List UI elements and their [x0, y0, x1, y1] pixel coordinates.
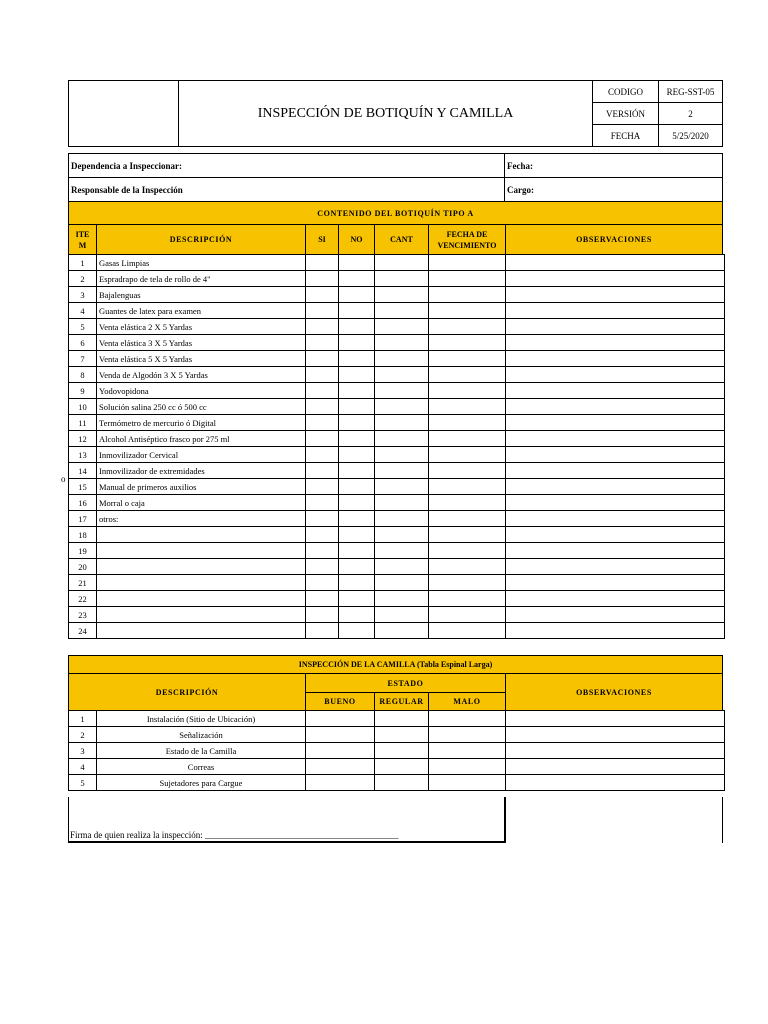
botiquin-row — [69, 335, 725, 351]
camilla-row — [69, 727, 725, 743]
no-cell[interactable] — [339, 591, 375, 607]
si-cell[interactable] — [306, 511, 339, 527]
item-number: 24 — [69, 623, 97, 639]
item-number: 16 — [69, 495, 97, 511]
item-description — [97, 623, 306, 639]
codigo-label: CODIGO — [592, 80, 659, 103]
logo-cell — [68, 80, 179, 147]
item-number: 4 — [69, 303, 97, 319]
fecha-vencimiento-cell[interactable] — [429, 351, 506, 367]
si-cell[interactable] — [306, 495, 339, 511]
camilla-col-descripcion-header: DESCRIPCIÓN — [68, 673, 306, 711]
cant-cell[interactable] — [375, 399, 429, 415]
regular-cell[interactable] — [375, 727, 429, 743]
no-cell[interactable] — [339, 367, 375, 383]
botiquin-row — [69, 351, 725, 367]
item-description: Gasas Limpias — [97, 255, 306, 271]
regular-cell[interactable] — [375, 711, 429, 727]
camilla-item-number: 4 — [69, 759, 97, 775]
observaciones-cell[interactable] — [506, 303, 725, 319]
observaciones-cell[interactable] — [506, 447, 725, 463]
si-cell[interactable] — [306, 623, 339, 639]
fecha-vencimiento-cell[interactable] — [429, 607, 506, 623]
malo-cell[interactable] — [429, 727, 506, 743]
cant-cell[interactable] — [375, 447, 429, 463]
no-cell[interactable] — [339, 511, 375, 527]
botiquin-table — [68, 254, 725, 639]
fecha-vencimiento-cell[interactable] — [429, 623, 506, 639]
botiquin-row — [69, 623, 725, 639]
form-title: INSPECCIÓN DE BOTIQUÍN Y CAMILLA — [178, 80, 593, 147]
si-cell[interactable] — [306, 447, 339, 463]
botiquin-row — [69, 303, 725, 319]
cant-cell[interactable] — [375, 591, 429, 607]
botiquin-row — [69, 527, 725, 543]
no-cell[interactable] — [339, 575, 375, 591]
item-description: Inmovilizador de extremidades — [97, 463, 306, 479]
cant-cell[interactable] — [375, 575, 429, 591]
botiquin-section-title: CONTENIDO DEL BOTIQUÍN TIPO A — [68, 201, 723, 225]
no-cell[interactable] — [339, 303, 375, 319]
camilla-item-description: Instalación (Sitio de Ubicación) — [97, 711, 306, 727]
botiquin-row — [69, 479, 725, 495]
item-number: 12 — [69, 431, 97, 447]
si-cell[interactable] — [306, 479, 339, 495]
no-cell[interactable] — [339, 271, 375, 287]
item-number: 13 — [69, 447, 97, 463]
camilla-observaciones-cell[interactable] — [506, 743, 725, 759]
camilla-item-number: 5 — [69, 775, 97, 791]
fecha-vencimiento-cell[interactable] — [429, 255, 506, 271]
item-number: 22 — [69, 591, 97, 607]
camilla-item-number: 3 — [69, 743, 97, 759]
camilla-row — [69, 711, 725, 727]
botiquin-row — [69, 367, 725, 383]
observaciones-cell[interactable] — [506, 271, 725, 287]
item-description: Venda de Algodón 3 X 5 Yardas — [97, 367, 306, 383]
col-item-header: ITE M — [68, 224, 97, 255]
item-number: 21 — [69, 575, 97, 591]
item-description: Bajalenguas — [97, 287, 306, 303]
malo-cell[interactable] — [429, 711, 506, 727]
col-no-header: NO — [338, 224, 375, 255]
camilla-item-description: Correas — [97, 759, 306, 775]
camilla-item-number: 1 — [69, 711, 97, 727]
item-description: Guantes de latex para examen — [97, 303, 306, 319]
fecha-field[interactable]: Fecha: — [504, 153, 723, 178]
fecha-vencimiento-cell[interactable] — [429, 287, 506, 303]
responsable-field[interactable]: Responsable de la Inspección — [68, 177, 505, 202]
camilla-row — [69, 775, 725, 791]
no-cell[interactable] — [339, 479, 375, 495]
bueno-cell[interactable] — [306, 743, 375, 759]
observaciones-cell[interactable] — [506, 527, 725, 543]
item-description: Yodovopidona — [97, 383, 306, 399]
no-cell[interactable] — [339, 415, 375, 431]
botiquin-row — [69, 415, 725, 431]
camilla-col-observaciones-header: OBSERVACIONES — [505, 673, 723, 711]
item-description: Morral o caja — [97, 495, 306, 511]
botiquin-row — [69, 319, 725, 335]
item-description: Inmovilizador Cervical — [97, 447, 306, 463]
observaciones-cell[interactable] — [506, 479, 725, 495]
observaciones-cell[interactable] — [506, 415, 725, 431]
observaciones-cell[interactable] — [506, 511, 725, 527]
cant-cell[interactable] — [375, 527, 429, 543]
camilla-col-malo-header: MALO — [428, 692, 506, 711]
bueno-cell[interactable] — [306, 775, 375, 791]
col-fecha-header: FECHA DE VENCIMIENTO — [428, 224, 506, 255]
botiquin-row — [69, 511, 725, 527]
col-descripcion-header: DESCRIPCIÓN — [96, 224, 306, 255]
no-cell[interactable] — [339, 399, 375, 415]
no-cell[interactable] — [339, 255, 375, 271]
no-cell[interactable] — [339, 351, 375, 367]
item-number: 19 — [69, 543, 97, 559]
cant-cell[interactable] — [375, 463, 429, 479]
no-cell[interactable] — [339, 607, 375, 623]
si-cell[interactable] — [306, 351, 339, 367]
item-description: Venta elástica 5 X 5 Yardas — [97, 351, 306, 367]
observaciones-cell[interactable] — [506, 351, 725, 367]
regular-cell[interactable] — [375, 759, 429, 775]
no-cell[interactable] — [339, 287, 375, 303]
fecha-vencimiento-cell[interactable] — [429, 479, 506, 495]
item-description: Solución salina 250 cc ó 500 cc — [97, 399, 306, 415]
observaciones-cell[interactable] — [506, 287, 725, 303]
fecha-vencimiento-cell[interactable] — [429, 543, 506, 559]
botiquin-row — [69, 543, 725, 559]
si-cell[interactable] — [306, 591, 339, 607]
observaciones-cell[interactable] — [506, 495, 725, 511]
cant-cell[interactable] — [375, 303, 429, 319]
cant-cell[interactable] — [375, 335, 429, 351]
fecha-vencimiento-cell[interactable] — [429, 367, 506, 383]
si-cell[interactable] — [306, 415, 339, 431]
botiquin-row — [69, 559, 725, 575]
observaciones-cell[interactable] — [506, 319, 725, 335]
item-number: 10 — [69, 399, 97, 415]
si-cell[interactable] — [306, 335, 339, 351]
regular-cell[interactable] — [375, 743, 429, 759]
camilla-item-description: Sujetadores para Cargue — [97, 775, 306, 791]
cant-cell[interactable] — [375, 367, 429, 383]
si-cell[interactable] — [306, 303, 339, 319]
right-border-line — [722, 797, 723, 843]
camilla-col-bueno-header: BUENO — [305, 692, 375, 711]
fecha-vencimiento-cell[interactable] — [429, 559, 506, 575]
malo-cell[interactable] — [429, 743, 506, 759]
item-description — [97, 591, 306, 607]
no-cell[interactable] — [339, 623, 375, 639]
camilla-row — [69, 743, 725, 759]
item-number: 11 — [69, 415, 97, 431]
botiquin-row — [69, 591, 725, 607]
botiquin-row — [69, 399, 725, 415]
no-cell[interactable] — [339, 543, 375, 559]
fecha-vencimiento-cell[interactable] — [429, 591, 506, 607]
no-cell[interactable] — [339, 319, 375, 335]
camilla-col-estado-header: ESTADO — [305, 673, 506, 693]
si-cell[interactable] — [306, 527, 339, 543]
item-number: 5 — [69, 319, 97, 335]
fecha-vencimiento-cell[interactable] — [429, 527, 506, 543]
observaciones-cell[interactable] — [506, 383, 725, 399]
camilla-item-description: Estado de la Camilla — [97, 743, 306, 759]
margin-mark: o — [61, 474, 66, 484]
si-cell[interactable] — [306, 255, 339, 271]
botiquin-row — [69, 447, 725, 463]
cant-cell[interactable] — [375, 319, 429, 335]
botiquin-row — [69, 495, 725, 511]
item-description — [97, 543, 306, 559]
camilla-item-description: Señalización — [97, 727, 306, 743]
item-number: 1 — [69, 255, 97, 271]
cant-cell[interactable] — [375, 383, 429, 399]
si-cell[interactable] — [306, 543, 339, 559]
botiquin-row — [69, 607, 725, 623]
item-description — [97, 527, 306, 543]
signature-line[interactable]: Firma de quien realiza la inspección: ___________________________________________ — [70, 830, 399, 840]
no-cell[interactable] — [339, 335, 375, 351]
cant-cell[interactable] — [375, 287, 429, 303]
observaciones-cell[interactable] — [506, 463, 725, 479]
col-si-header: SI — [305, 224, 339, 255]
item-description — [97, 575, 306, 591]
cant-cell[interactable] — [375, 559, 429, 575]
fecha-vencimiento-cell[interactable] — [429, 383, 506, 399]
no-cell[interactable] — [339, 463, 375, 479]
si-cell[interactable] — [306, 271, 339, 287]
item-description: Alcohol Antiséptico frasco por 275 ml — [97, 431, 306, 447]
si-cell[interactable] — [306, 287, 339, 303]
observaciones-cell[interactable] — [506, 335, 725, 351]
fecha-vencimiento-cell[interactable] — [429, 463, 506, 479]
botiquin-row — [69, 383, 725, 399]
bueno-cell[interactable] — [306, 711, 375, 727]
si-cell[interactable] — [306, 559, 339, 575]
cant-cell[interactable] — [375, 607, 429, 623]
camilla-item-number: 2 — [69, 727, 97, 743]
fecha-vencimiento-cell[interactable] — [429, 431, 506, 447]
fecha-vencimiento-cell[interactable] — [429, 399, 506, 415]
fecha-vencimiento-cell[interactable] — [429, 575, 506, 591]
malo-cell[interactable] — [429, 759, 506, 775]
col-observaciones-header: OBSERVACIONES — [505, 224, 723, 255]
item-number: 8 — [69, 367, 97, 383]
item-description: otros: — [97, 511, 306, 527]
cargo-field[interactable]: Cargo: — [504, 177, 723, 202]
si-cell[interactable] — [306, 575, 339, 591]
fecha-vencimiento-cell[interactable] — [429, 335, 506, 351]
no-cell[interactable] — [339, 559, 375, 575]
codigo-value: REG-SST-05 — [658, 80, 723, 103]
botiquin-row — [69, 575, 725, 591]
fecha-vencimiento-cell[interactable] — [429, 511, 506, 527]
item-number: 9 — [69, 383, 97, 399]
item-number: 6 — [69, 335, 97, 351]
item-description: Termómetro de mercurio ó Digital — [97, 415, 306, 431]
item-number: 23 — [69, 607, 97, 623]
observaciones-cell[interactable] — [506, 431, 725, 447]
camilla-observaciones-cell[interactable] — [506, 727, 725, 743]
item-number: 7 — [69, 351, 97, 367]
fecha-vencimiento-cell[interactable] — [429, 319, 506, 335]
no-cell[interactable] — [339, 447, 375, 463]
bueno-cell[interactable] — [306, 759, 375, 775]
regular-cell[interactable] — [375, 775, 429, 791]
camilla-row — [69, 759, 725, 775]
version-label: VERSIÓN — [592, 102, 659, 125]
cant-cell[interactable] — [375, 431, 429, 447]
si-cell[interactable] — [306, 319, 339, 335]
fecha-vencimiento-cell[interactable] — [429, 415, 506, 431]
si-cell[interactable] — [306, 367, 339, 383]
cant-cell[interactable] — [375, 271, 429, 287]
observaciones-cell[interactable] — [506, 607, 725, 623]
botiquin-row — [69, 255, 725, 271]
observaciones-cell[interactable] — [506, 255, 725, 271]
item-description: Manual de primeros auxilios — [97, 479, 306, 495]
fecha-vencimiento-cell[interactable] — [429, 495, 506, 511]
botiquin-row — [69, 463, 725, 479]
cant-cell[interactable] — [375, 511, 429, 527]
cant-cell[interactable] — [375, 351, 429, 367]
fecha-header-value: 5/25/2020 — [658, 124, 723, 147]
bueno-cell[interactable] — [306, 727, 375, 743]
no-cell[interactable] — [339, 431, 375, 447]
item-number: 15 — [69, 479, 97, 495]
cant-cell[interactable] — [375, 415, 429, 431]
item-description: Venta elástica 3 X 5 Yardas — [97, 335, 306, 351]
cant-cell[interactable] — [375, 543, 429, 559]
cant-cell[interactable] — [375, 495, 429, 511]
fecha-vencimiento-cell[interactable] — [429, 447, 506, 463]
item-number: 14 — [69, 463, 97, 479]
item-number: 3 — [69, 287, 97, 303]
si-cell[interactable] — [306, 399, 339, 415]
malo-cell[interactable] — [429, 775, 506, 791]
camilla-observaciones-cell[interactable] — [506, 775, 725, 791]
item-description — [97, 559, 306, 575]
no-cell[interactable] — [339, 527, 375, 543]
version-value: 2 — [658, 102, 723, 125]
botiquin-row — [69, 271, 725, 287]
col-cant-header: CANT — [374, 224, 429, 255]
item-description: Venta elástica 2 X 5 Yardas — [97, 319, 306, 335]
observaciones-cell[interactable] — [506, 591, 725, 607]
camilla-table — [68, 710, 725, 791]
si-cell[interactable] — [306, 463, 339, 479]
item-number: 17 — [69, 511, 97, 527]
fecha-vencimiento-cell[interactable] — [429, 271, 506, 287]
observaciones-cell[interactable] — [506, 559, 725, 575]
si-cell[interactable] — [306, 383, 339, 399]
camilla-observaciones-cell[interactable] — [506, 759, 725, 775]
item-number: 2 — [69, 271, 97, 287]
observaciones-cell[interactable] — [506, 367, 725, 383]
camilla-section-title: INSPECCIÓN DE LA CAMILLA (Tabla Espinal Larga) — [68, 655, 723, 674]
item-number: 20 — [69, 559, 97, 575]
item-description: Espradrapo de tela de rollo de 4" — [97, 271, 306, 287]
no-cell[interactable] — [339, 495, 375, 511]
fecha-header-label: FECHA — [592, 124, 659, 147]
camilla-col-regular-header: REGULAR — [374, 692, 429, 711]
item-description — [97, 607, 306, 623]
cant-cell[interactable] — [375, 479, 429, 495]
item-number: 18 — [69, 527, 97, 543]
observaciones-cell[interactable] — [506, 399, 725, 415]
observaciones-cell[interactable] — [506, 623, 725, 639]
no-cell[interactable] — [339, 383, 375, 399]
si-cell[interactable] — [306, 607, 339, 623]
cant-cell[interactable] — [375, 255, 429, 271]
botiquin-row — [69, 287, 725, 303]
observaciones-cell[interactable] — [506, 575, 725, 591]
fecha-vencimiento-cell[interactable] — [429, 303, 506, 319]
botiquin-row — [69, 431, 725, 447]
camilla-observaciones-cell[interactable] — [506, 711, 725, 727]
dependencia-field[interactable]: Dependencia a Inspeccionar: — [68, 153, 505, 178]
observaciones-cell[interactable] — [506, 543, 725, 559]
si-cell[interactable] — [306, 431, 339, 447]
cant-cell[interactable] — [375, 623, 429, 639]
